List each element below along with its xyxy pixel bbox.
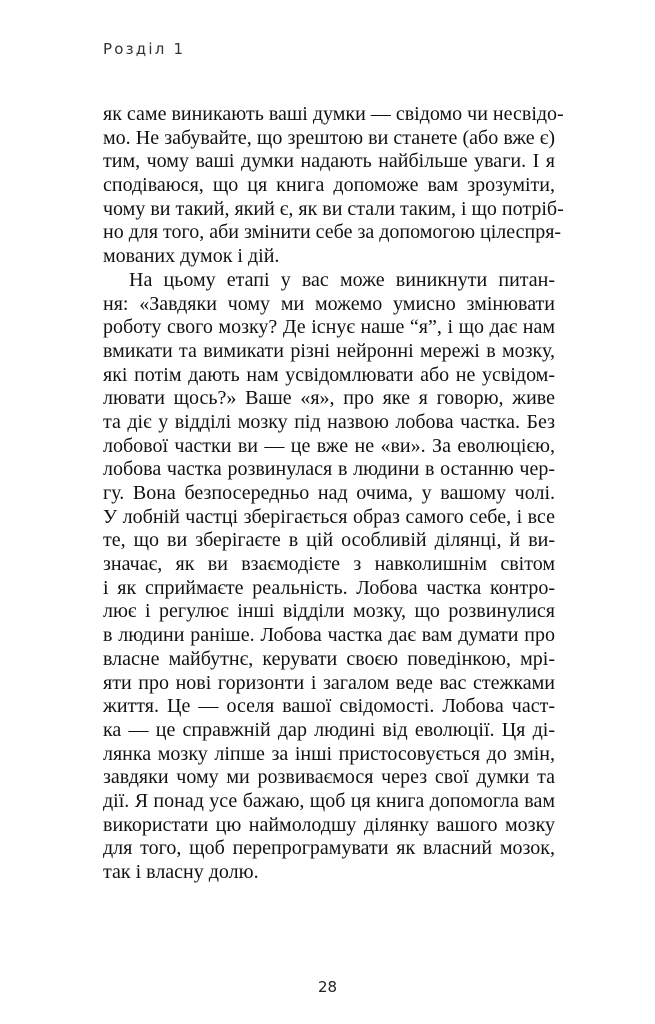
- text-line: лянка мозку ліпше за інші пристосовується до змін,: [103, 742, 555, 765]
- text-line: завдяки чому ми розвиваємося через свої думки та: [103, 766, 555, 789]
- text-line: гу. Вона безпосередньо над очима, у вашому чолі.: [103, 482, 555, 504]
- text-line: мо. Не забувайте, що зрештою ви станете (або вже є): [103, 126, 555, 149]
- text-line: роботу свого мозку? Де існує наше “я”, і що дає нам: [103, 316, 555, 339]
- text-line: в людини раніше. Лобова частка дає вам думати про: [103, 624, 555, 647]
- text-line: вмикати та вимикати різні нейронні мережі в мозку,: [103, 339, 555, 362]
- text-line: яти про нові горизонти і загалом веде вас стежками: [103, 671, 555, 694]
- text-line: життя. Це — оселя вашої свідомості. Лобова част-: [103, 695, 555, 718]
- text-line: лювати щось?» Ваше «я», про яке я говорю, живе: [103, 387, 555, 410]
- text-line: чому ви такий, який є, як ви стали таким, і що потріб-: [103, 197, 564, 220]
- text-line: лобової частки ви — це вже не «ви». За еволюцією,: [103, 434, 555, 457]
- text-line: так і власну долю.: [103, 861, 259, 883]
- text-line: те, що ви зберігаєте в цій особливій ділянці, й ви-: [103, 529, 555, 552]
- text-line: значає, як ви взаємодієте з навколишнім світом: [103, 553, 555, 576]
- text-line: мованих думок і дій.: [103, 245, 280, 268]
- text-line: для того, щоб перепрограмувати як власний мозок,: [103, 837, 555, 860]
- running-header: Розділ 1: [103, 40, 186, 58]
- text-line: які потім дають нам усвідомлювати або не усвідом-: [103, 363, 555, 386]
- text-line: ня: «Завдяки чому ми можемо умисно змінювати: [103, 292, 555, 315]
- text-line: лобова частка розвинулася в людини в останню чер-: [103, 458, 555, 481]
- text-line: дії. Я понад усе бажаю, щоб ця книга допомогла вам: [103, 789, 555, 812]
- text-line: лює і регулює інші відділи мозку, що розвинулися: [103, 600, 555, 623]
- paragraph-first-line: На цьому етапі у вас може виникнути питан-: [129, 268, 555, 291]
- text-line: тим, чому ваші думки надають найбільше уваги. І я: [103, 150, 555, 173]
- text-line: і як сприймаєте реальність. Лобова частка контро-: [103, 576, 555, 599]
- text-line: ка — це справжній дар людині від еволюції. Ця ді-: [103, 718, 555, 741]
- page-number: 28: [317, 978, 338, 996]
- text-line: використати цю наймолодшу ділянку вашого мозку: [103, 813, 555, 836]
- text-line: як саме виникають ваші думки — свідомо чи несвідо-: [103, 103, 564, 125]
- text-line: У лобній частці зберігається образ самого себе, і все: [103, 505, 555, 528]
- text-line: но для того, аби змінити себе за допомогою цілеспря-: [103, 221, 562, 244]
- text-line: власне майбутнє, керувати своєю поведінкою, мрі-: [103, 647, 555, 670]
- body-text: [103, 103, 564, 885]
- text-line: та діє у відділі мозку під назвою лобова частка. Без: [103, 410, 555, 433]
- text-line: сподіваюся, що ця книга допоможе вам зрозуміти,: [103, 174, 555, 197]
